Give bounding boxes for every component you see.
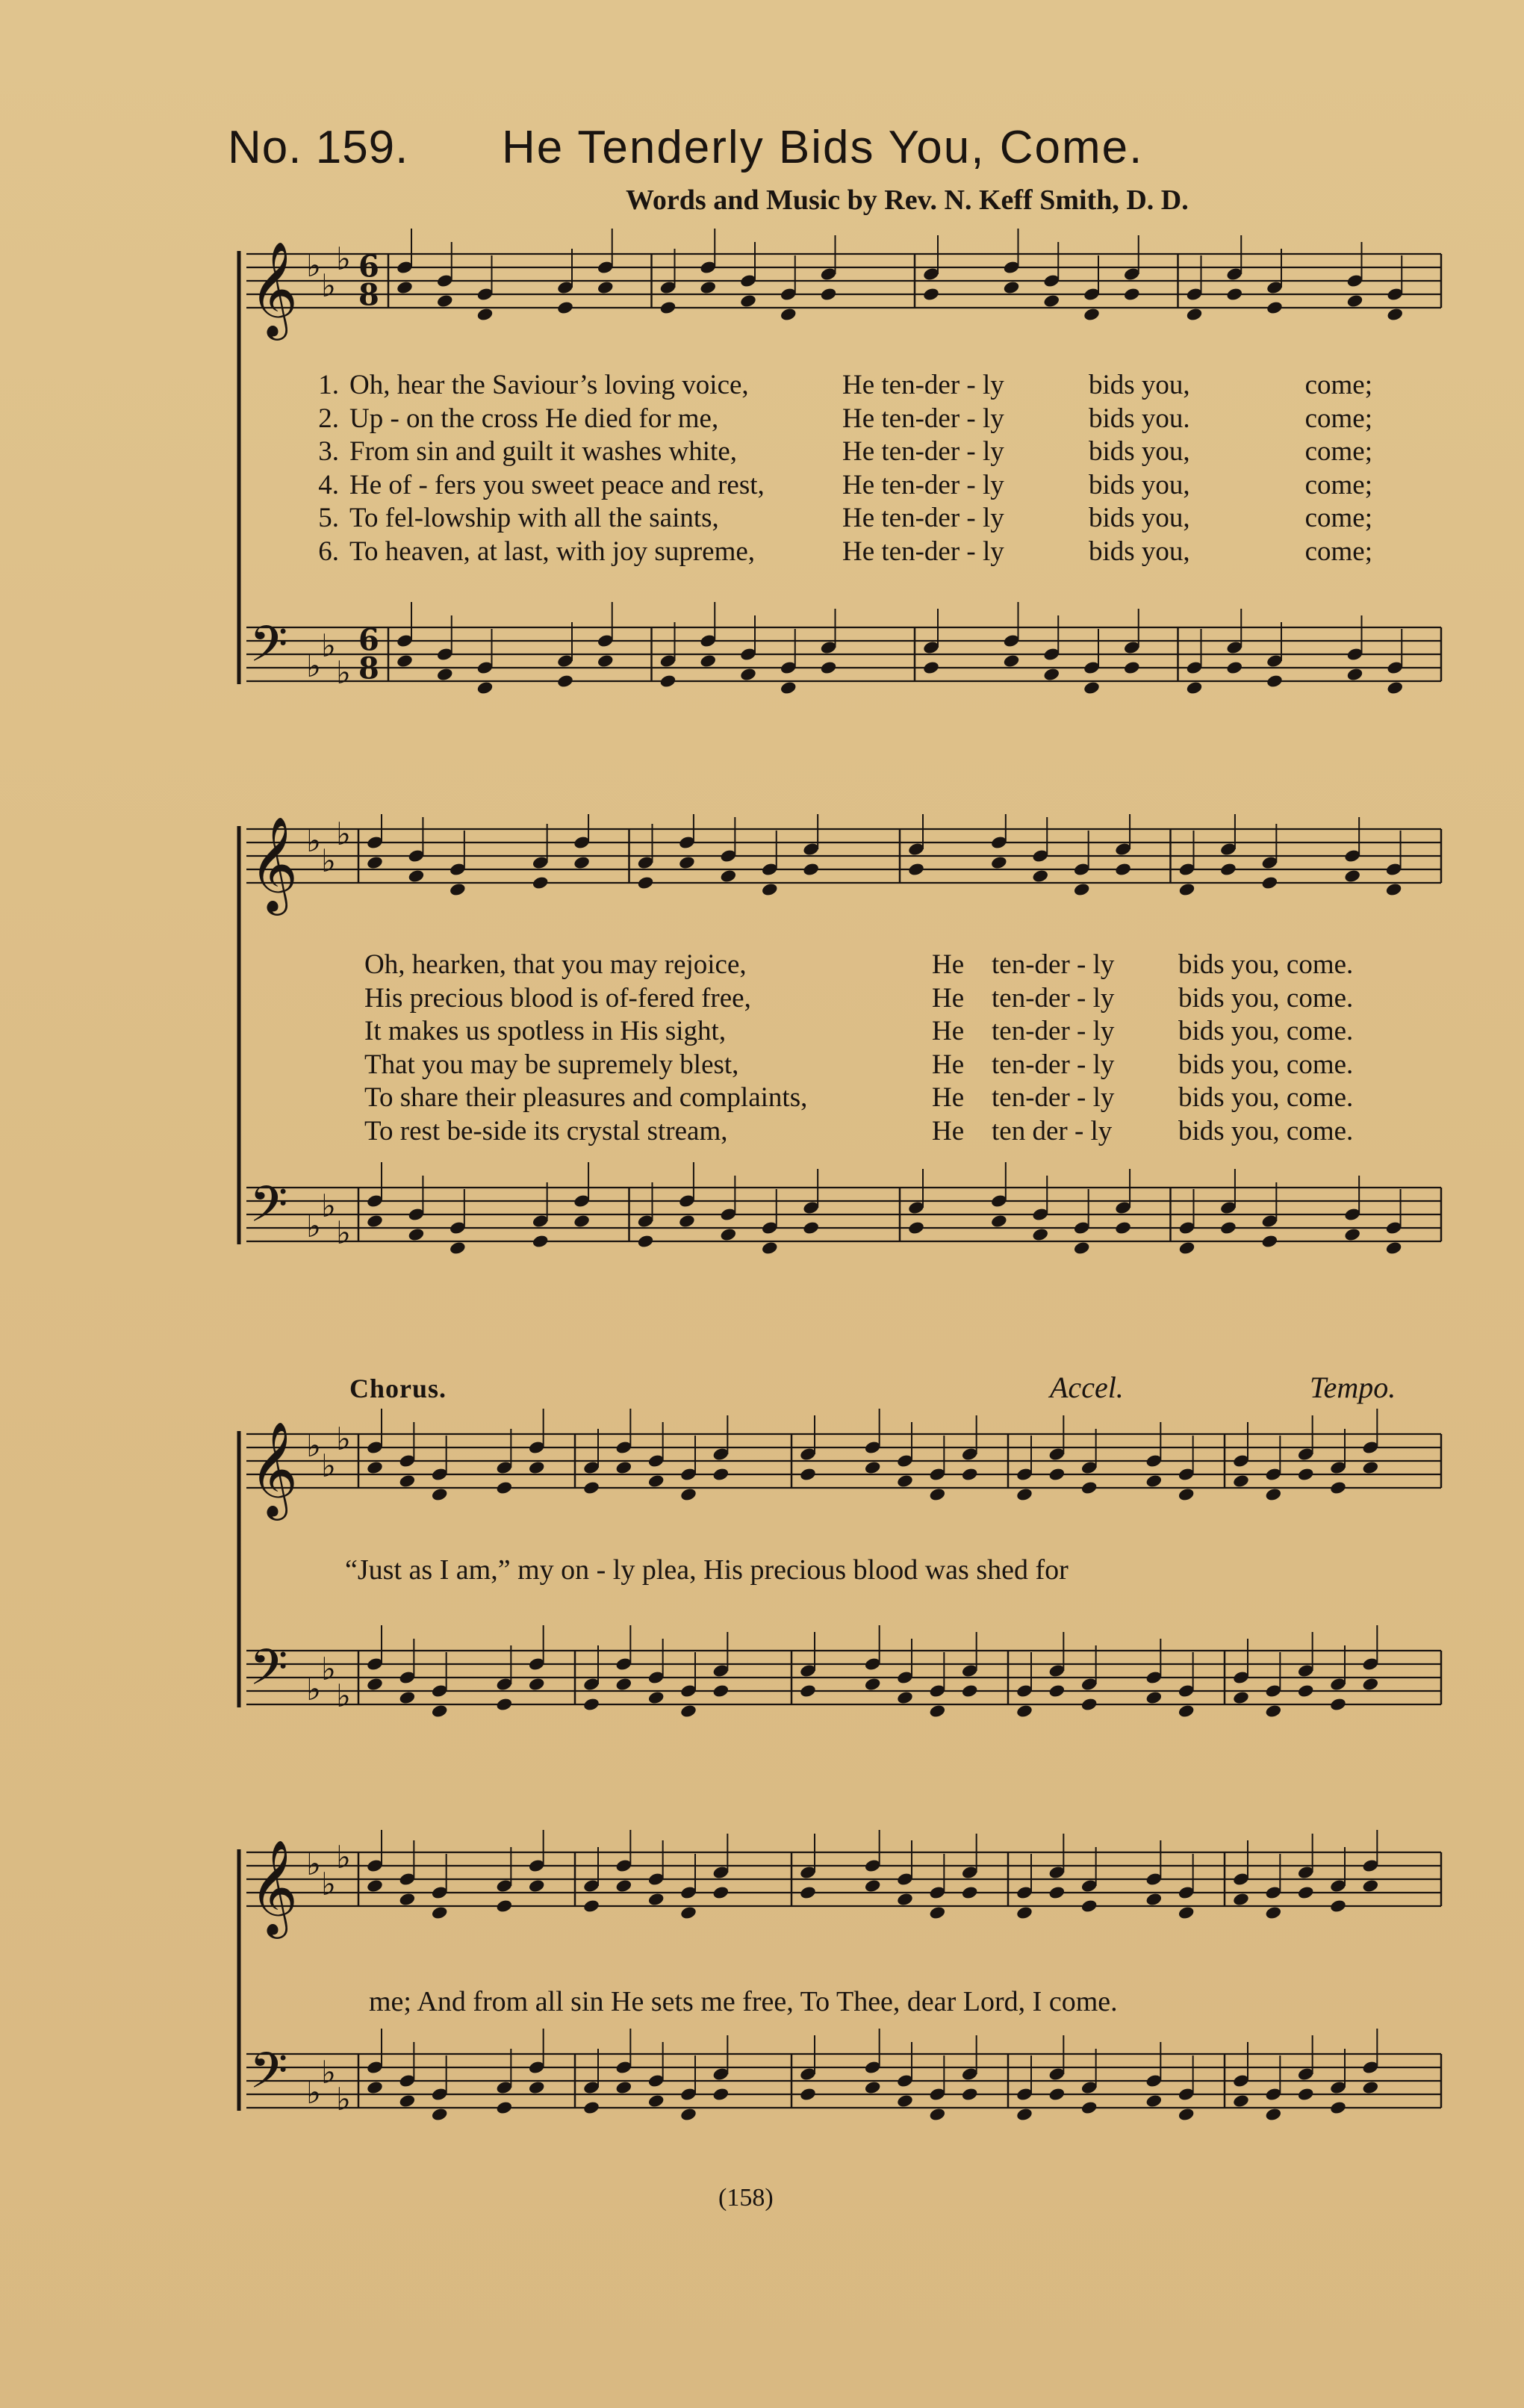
note-head bbox=[1123, 287, 1141, 302]
note-head bbox=[1385, 1241, 1403, 1256]
note-head bbox=[615, 1460, 633, 1475]
note-head bbox=[573, 1214, 591, 1229]
note-head bbox=[1080, 1480, 1098, 1495]
note-head bbox=[496, 1480, 514, 1495]
note-head bbox=[1016, 1905, 1033, 1920]
note-head bbox=[922, 287, 940, 302]
note-head bbox=[366, 1878, 384, 1893]
note-head bbox=[1343, 1227, 1361, 1242]
staff bbox=[246, 2029, 1441, 2122]
note-head bbox=[896, 1892, 914, 1907]
note-head bbox=[1297, 1467, 1315, 1482]
music-system-3 bbox=[231, 1404, 1464, 1785]
time-signature-bottom: 8 bbox=[358, 277, 379, 313]
note-head bbox=[637, 875, 655, 890]
flat-icon: ♭ bbox=[336, 241, 351, 277]
note-head bbox=[799, 2087, 817, 2102]
note-head bbox=[1080, 1899, 1098, 1914]
note-head bbox=[366, 1677, 384, 1692]
note-head bbox=[780, 680, 797, 695]
note-head bbox=[1219, 1220, 1237, 1235]
note-head bbox=[1386, 680, 1404, 695]
note-head bbox=[396, 280, 414, 295]
note-head bbox=[436, 294, 454, 308]
flat-icon: ♭ bbox=[321, 1447, 336, 1484]
flat-icon: ♭ bbox=[306, 1208, 321, 1244]
note-head bbox=[1186, 307, 1204, 322]
lyric-line: His precious blood is of-fered free, He ten-der - ly bids you, come. bbox=[364, 982, 1354, 1014]
note-head bbox=[582, 1480, 600, 1495]
time-signature-top: 6 bbox=[358, 622, 379, 658]
note-head bbox=[1265, 1487, 1283, 1502]
note-head bbox=[1329, 1899, 1347, 1914]
flat-icon: ♭ bbox=[321, 627, 336, 664]
tempo-marking-accel: Accel. bbox=[1050, 1371, 1124, 1404]
staff bbox=[246, 1162, 1441, 1256]
treble-clef-icon: 𝄞 bbox=[249, 1839, 299, 1934]
lyric-line: To rest be-side its crystal stream, He ten der - ly bids you, come. bbox=[364, 1115, 1354, 1146]
note-head bbox=[1232, 1892, 1250, 1907]
note-head bbox=[961, 2087, 979, 2102]
note-head bbox=[1232, 2094, 1250, 2108]
note-head bbox=[990, 1214, 1008, 1229]
note-head bbox=[720, 869, 738, 884]
note-head bbox=[431, 1487, 449, 1502]
note-head bbox=[1178, 882, 1196, 897]
note-head bbox=[780, 307, 797, 322]
note-head bbox=[1261, 875, 1279, 890]
treble-clef-icon: 𝄞 bbox=[249, 1421, 299, 1516]
note-head bbox=[1003, 654, 1021, 668]
staff bbox=[246, 602, 1441, 695]
note-head bbox=[929, 1905, 947, 1920]
note-head bbox=[1145, 1690, 1163, 1705]
note-head bbox=[961, 1467, 979, 1482]
note-head bbox=[761, 882, 779, 897]
note-head bbox=[802, 862, 820, 877]
staff bbox=[246, 1830, 1441, 1939]
note-head bbox=[659, 674, 677, 689]
note-head bbox=[896, 1690, 914, 1705]
note-head bbox=[799, 1885, 817, 1900]
note-head bbox=[399, 1690, 417, 1705]
note-head bbox=[1114, 1220, 1132, 1235]
note-head bbox=[864, 2080, 882, 2095]
note-head bbox=[1362, 1677, 1380, 1692]
note-head bbox=[431, 1905, 449, 1920]
page-number: (158) bbox=[718, 2184, 774, 2212]
note-head bbox=[528, 1878, 546, 1893]
note-head bbox=[1083, 680, 1101, 695]
note-head bbox=[1016, 2107, 1033, 2122]
note-head bbox=[896, 2094, 914, 2108]
note-head bbox=[496, 1697, 514, 1712]
lyric-line: To share their pleasures and complaints, He ten-der - ly bids you, come. bbox=[364, 1082, 1354, 1113]
note-head bbox=[1346, 294, 1364, 308]
note-head bbox=[1386, 307, 1404, 322]
time-signature-top: 6 bbox=[358, 249, 379, 285]
bass-clef-icon: 𝄢 bbox=[249, 1176, 288, 1245]
flat-icon: ♭ bbox=[336, 816, 351, 852]
note-head bbox=[864, 1677, 882, 1692]
lyric-line: 3. From sin and guilt it washes white, He ten-der - ly bids you, come; bbox=[318, 436, 1372, 467]
note-head bbox=[820, 660, 838, 675]
flat-icon: ♭ bbox=[321, 1188, 336, 1224]
note-head bbox=[929, 1487, 947, 1502]
note-head bbox=[366, 2080, 384, 2095]
note-head bbox=[1145, 2094, 1163, 2108]
chorus-lyrics-line-2: me; And from all sin He sets me free, To Thee, dear Lord, I come. bbox=[369, 1986, 1118, 2017]
time-signature-bottom: 8 bbox=[358, 651, 379, 686]
note-head bbox=[582, 1899, 600, 1914]
note-head bbox=[1178, 1905, 1195, 1920]
note-head bbox=[1016, 1704, 1033, 1719]
lyric-line: 6. To heaven, at last, with joy supreme, He ten-der - ly bids you, come; bbox=[318, 536, 1372, 567]
hymn-title: He Tenderly Bids You, Come. bbox=[502, 122, 1144, 173]
tempo-marking-tempo: Tempo. bbox=[1310, 1371, 1396, 1404]
note-head bbox=[1048, 1467, 1066, 1482]
note-head bbox=[1186, 680, 1204, 695]
note-head bbox=[1073, 882, 1091, 897]
note-head bbox=[712, 1684, 730, 1698]
note-head bbox=[637, 1234, 655, 1249]
flat-icon: ♭ bbox=[321, 1651, 336, 1687]
flat-icon: ♭ bbox=[336, 1421, 351, 1457]
flat-icon: ♭ bbox=[321, 843, 336, 879]
note-head bbox=[408, 869, 426, 884]
note-head bbox=[679, 1487, 697, 1502]
note-head bbox=[1265, 1905, 1283, 1920]
note-head bbox=[532, 875, 550, 890]
note-head bbox=[961, 1684, 979, 1698]
note-head bbox=[399, 1892, 417, 1907]
note-head bbox=[961, 1885, 979, 1900]
staff bbox=[246, 229, 1441, 341]
note-head bbox=[799, 1684, 817, 1698]
note-head bbox=[739, 294, 757, 308]
note-head bbox=[820, 287, 838, 302]
note-head bbox=[712, 2087, 730, 2102]
flat-icon: ♭ bbox=[306, 2074, 321, 2111]
note-head bbox=[1385, 882, 1403, 897]
note-head bbox=[1031, 1227, 1049, 1242]
staff-system bbox=[231, 1404, 1464, 1785]
note-head bbox=[1232, 1474, 1250, 1489]
note-head bbox=[990, 855, 1008, 870]
lyric-line: It makes us spotless in His sight, He ten-der - ly bids you, come. bbox=[364, 1016, 1354, 1046]
note-head bbox=[597, 654, 615, 668]
note-head bbox=[431, 2107, 449, 2122]
note-head bbox=[761, 1241, 779, 1256]
note-head bbox=[366, 855, 384, 870]
note-head bbox=[659, 300, 677, 315]
hymn-number: No. 159. bbox=[228, 122, 409, 173]
lyric-line: 5. To fel-lowship with all the saints, He ten-der - ly bids you, come; bbox=[318, 503, 1372, 533]
note-head bbox=[1297, 1684, 1315, 1698]
note-head bbox=[1178, 2107, 1195, 2122]
note-head bbox=[1266, 674, 1284, 689]
note-head bbox=[1225, 660, 1243, 675]
bass-clef-icon: 𝄢 bbox=[249, 1639, 288, 1708]
note-head bbox=[556, 300, 574, 315]
note-head bbox=[678, 1214, 696, 1229]
bass-clef-icon: 𝄢 bbox=[249, 2042, 288, 2111]
lyric-line: Oh, hearken, that you may rejoice, He ten-der - ly bids you, come. bbox=[364, 949, 1354, 980]
credit-line: Words and Music by Rev. N. Keff Smith, D. D. bbox=[626, 184, 1189, 216]
note-head bbox=[528, 2080, 546, 2095]
flat-icon: ♭ bbox=[306, 822, 321, 859]
note-head bbox=[929, 2107, 947, 2122]
note-head bbox=[896, 1474, 914, 1489]
note-head bbox=[647, 1892, 665, 1907]
note-head bbox=[1265, 1704, 1283, 1719]
note-head bbox=[496, 1899, 514, 1914]
note-head bbox=[399, 2094, 417, 2108]
note-head bbox=[699, 280, 717, 295]
note-head bbox=[449, 882, 467, 897]
note-head bbox=[396, 654, 414, 668]
note-head bbox=[449, 1241, 467, 1256]
note-head bbox=[366, 1214, 384, 1229]
note-head bbox=[1329, 1480, 1347, 1495]
flat-icon: ♭ bbox=[306, 1427, 321, 1464]
note-head bbox=[647, 2094, 665, 2108]
note-head bbox=[1048, 1885, 1066, 1900]
treble-clef-icon: 𝄞 bbox=[249, 241, 299, 336]
flat-icon: ♭ bbox=[336, 1214, 351, 1251]
note-head bbox=[615, 1878, 633, 1893]
note-head bbox=[1362, 1878, 1380, 1893]
note-head bbox=[864, 1460, 882, 1475]
note-head bbox=[1362, 2080, 1380, 2095]
flat-icon: ♭ bbox=[321, 1866, 336, 1902]
note-head bbox=[1232, 1690, 1250, 1705]
note-head bbox=[1346, 667, 1364, 682]
note-head bbox=[1114, 862, 1132, 877]
lyric-line: 1. Oh, hear the Saviour’s loving voice, He ten-der - ly bids you, come; bbox=[318, 370, 1372, 400]
note-head bbox=[1080, 1697, 1098, 1712]
note-head bbox=[679, 1704, 697, 1719]
flat-icon: ♭ bbox=[336, 1839, 351, 1875]
note-head bbox=[1145, 1892, 1163, 1907]
note-head bbox=[1178, 1241, 1196, 1256]
note-head bbox=[496, 2100, 514, 2115]
treble-clef-icon: 𝄞 bbox=[249, 816, 299, 911]
note-head bbox=[615, 1677, 633, 1692]
note-head bbox=[1003, 280, 1021, 295]
note-head bbox=[476, 307, 494, 322]
note-head bbox=[679, 2107, 697, 2122]
note-head bbox=[647, 1690, 665, 1705]
note-head bbox=[476, 680, 494, 695]
note-head bbox=[720, 1227, 738, 1242]
note-head bbox=[1123, 660, 1141, 675]
note-head bbox=[1016, 1487, 1033, 1502]
lyric-line: That you may be supremely blest, He ten-der - ly bids you, come. bbox=[364, 1049, 1354, 1080]
flat-icon: ♭ bbox=[306, 1846, 321, 1882]
note-head bbox=[366, 1460, 384, 1475]
note-head bbox=[436, 667, 454, 682]
flat-icon: ♭ bbox=[321, 2054, 336, 2091]
note-head bbox=[1297, 1885, 1315, 1900]
lyric-line: 2. Up - on the cross He died for me, He ten-der - ly bids you. come; bbox=[318, 403, 1372, 434]
flat-icon: ♭ bbox=[336, 654, 351, 691]
flat-icon: ♭ bbox=[336, 2081, 351, 2117]
note-head bbox=[399, 1474, 417, 1489]
chorus-lyrics-line-1: “Just as I am,” my on - ly plea, His precious blood was shed for bbox=[345, 1554, 1069, 1586]
note-head bbox=[922, 660, 940, 675]
note-head bbox=[1329, 1697, 1347, 1712]
note-head bbox=[582, 1697, 600, 1712]
note-head bbox=[1329, 2100, 1347, 2115]
flat-icon: ♭ bbox=[336, 1678, 351, 1714]
note-head bbox=[1042, 294, 1060, 308]
flat-icon: ♭ bbox=[306, 648, 321, 684]
note-head bbox=[597, 280, 615, 295]
note-head bbox=[699, 654, 717, 668]
note-head bbox=[802, 1220, 820, 1235]
note-head bbox=[712, 1467, 730, 1482]
verse-lyrics-part2 bbox=[364, 949, 1417, 1148]
flat-icon: ♭ bbox=[321, 267, 336, 304]
bass-clef-icon: 𝄢 bbox=[249, 615, 288, 685]
note-head bbox=[1031, 869, 1049, 884]
note-head bbox=[679, 1905, 697, 1920]
note-head bbox=[1145, 1474, 1163, 1489]
note-head bbox=[799, 1467, 817, 1482]
note-head bbox=[431, 1704, 449, 1719]
note-head bbox=[907, 862, 925, 877]
note-head bbox=[528, 1677, 546, 1692]
note-head bbox=[1265, 2107, 1283, 2122]
note-head bbox=[528, 1460, 546, 1475]
note-head bbox=[712, 1885, 730, 1900]
verse-lyrics-part1 bbox=[291, 369, 1372, 568]
note-head bbox=[739, 667, 757, 682]
note-head bbox=[1362, 1460, 1380, 1475]
note-head bbox=[1266, 300, 1284, 315]
note-head bbox=[678, 855, 696, 870]
note-head bbox=[1219, 862, 1237, 877]
flat-icon: ♭ bbox=[306, 1671, 321, 1707]
staff bbox=[246, 1409, 1441, 1521]
note-head bbox=[408, 1227, 426, 1242]
note-head bbox=[582, 2100, 600, 2115]
note-head bbox=[929, 1704, 947, 1719]
note-head bbox=[1042, 667, 1060, 682]
note-head bbox=[1178, 1487, 1195, 1502]
lyric-line: 4. He of - fers you sweet peace and rest, He ten-der - ly bids you, come; bbox=[318, 469, 1372, 500]
note-head bbox=[1080, 2100, 1098, 2115]
note-head bbox=[647, 1474, 665, 1489]
note-head bbox=[1225, 287, 1243, 302]
note-head bbox=[864, 1878, 882, 1893]
staff bbox=[246, 1625, 1441, 1719]
note-head bbox=[1083, 307, 1101, 322]
note-head bbox=[1343, 869, 1361, 884]
note-head bbox=[556, 674, 574, 689]
note-head bbox=[1073, 1241, 1091, 1256]
note-head bbox=[1048, 1684, 1066, 1698]
note-head bbox=[532, 1234, 550, 1249]
note-head bbox=[1297, 2087, 1315, 2102]
note-head bbox=[907, 1220, 925, 1235]
note-head bbox=[1261, 1234, 1279, 1249]
chorus-label: Chorus. bbox=[349, 1374, 447, 1403]
note-head bbox=[1178, 1704, 1195, 1719]
note-head bbox=[1048, 2087, 1066, 2102]
note-head bbox=[615, 2080, 633, 2095]
flat-icon: ♭ bbox=[306, 247, 321, 284]
staff bbox=[246, 814, 1441, 916]
note-head bbox=[573, 855, 591, 870]
